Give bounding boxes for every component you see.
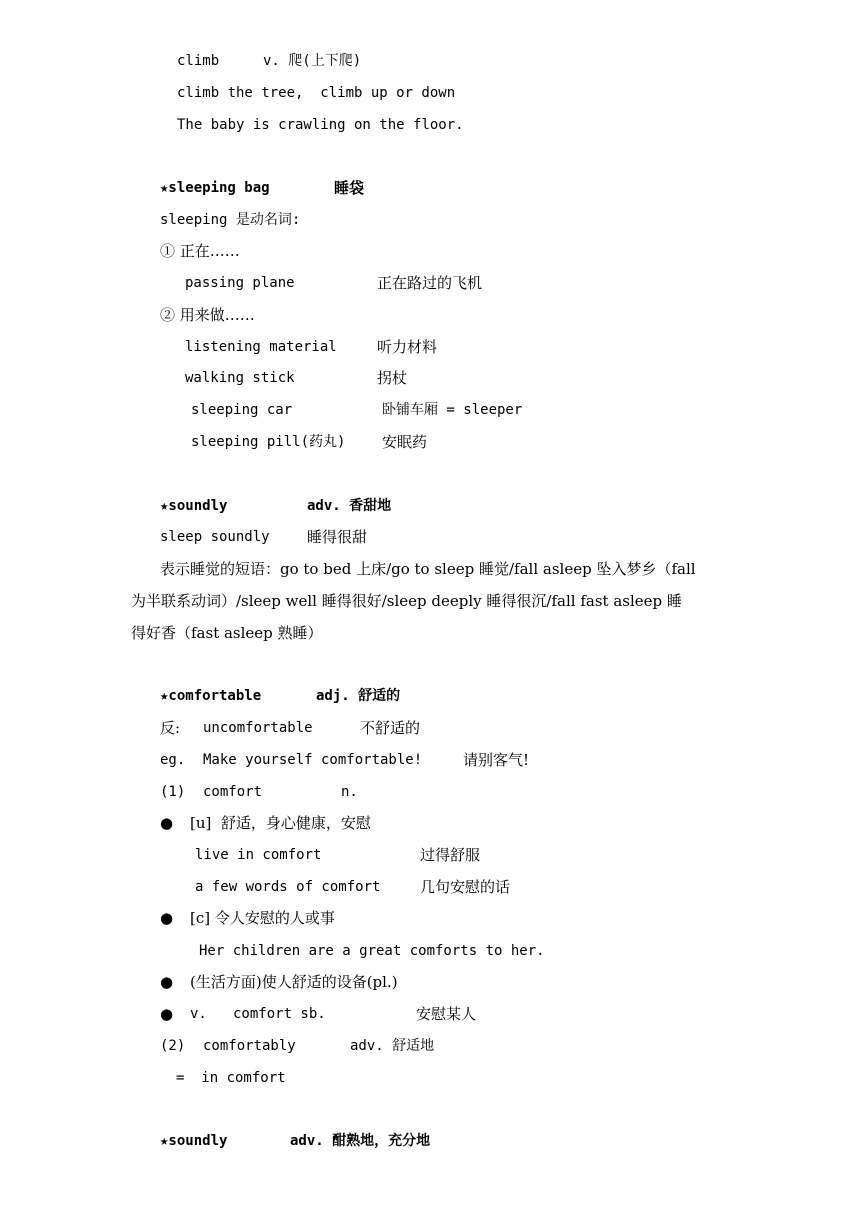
comfort-verb-en: comfort sb. xyxy=(233,1006,326,1022)
comfort-pos: n. xyxy=(341,784,358,800)
comfort-verb-zh: 安慰某人 xyxy=(416,1005,477,1023)
soundly-paragraph-line-3: 得好香（fast asleep 熟睡） xyxy=(131,624,323,642)
antonym-zh: 不舒适的 xyxy=(360,719,421,737)
comfort-word: comfort xyxy=(203,784,263,800)
comfort-sense-1: [u] 舒适，身心健康，安慰 xyxy=(190,814,371,832)
sleeping-bag-ex1-zh: 正在路过的飞机 xyxy=(377,274,483,292)
sleeping-bag-ex2-zh: 听力材料 xyxy=(377,338,438,356)
sleeping-bag-intro: sleeping 是动名词: xyxy=(160,212,301,228)
sleeping-bag-ex5-en: sleeping pill(药丸) xyxy=(191,434,346,450)
example-zh: 请别客气! xyxy=(463,751,530,769)
comfort-sense-1-ex1-en: live in comfort xyxy=(195,847,322,863)
soundly-example-en: sleep soundly xyxy=(160,529,270,545)
soundly2-heading: ★soundly xyxy=(160,1133,228,1149)
comfort-sense-1-ex1-zh: 过得舒服 xyxy=(420,846,481,864)
climb-word: climb xyxy=(177,53,220,69)
soundly-paragraph-line-2: 为半联系动词）/sleep well 睡得很好/sleep deeply 睡得很沉/fall fast asleep 睡 xyxy=(131,592,682,610)
bullet-icon: ● xyxy=(160,1005,174,1023)
example-en: Make yourself comfortable! xyxy=(203,752,423,768)
antonym-word: uncomfortable xyxy=(203,720,313,736)
comfort-sense-2: [c] 令人安慰的人或事 xyxy=(190,909,335,927)
sleeping-bag-ex4-zh: 卧铺车厢 = sleeper xyxy=(382,402,523,418)
comfortably-word: comfortably xyxy=(203,1038,296,1054)
sleeping-bag-ex1-en: passing plane xyxy=(185,275,295,291)
sleeping-bag-definition: 睡袋 xyxy=(334,179,365,197)
sleeping-bag-heading: ★sleeping bag xyxy=(160,180,270,196)
sleeping-bag-ex5-zh: 安眠药 xyxy=(382,433,428,451)
climb-example-2: The baby is crawling on the floor. xyxy=(177,117,464,133)
comfortably-definition: adv. 舒适地 xyxy=(350,1038,435,1054)
soundly2-definition: adv. 酣熟地，充分地 xyxy=(290,1133,431,1149)
sleeping-bag-ex3-en: walking stick xyxy=(185,370,295,386)
sleeping-bag-ex3-zh: 拐杖 xyxy=(377,369,408,387)
comfortable-heading: ★comfortable xyxy=(160,688,262,704)
sleeping-bag-item-2: ② 用来做…… xyxy=(160,306,255,324)
bullet-icon: ● xyxy=(160,814,174,832)
sleeping-bag-item-1: ① 正在…… xyxy=(160,242,240,260)
antonym-label: 反: xyxy=(160,719,181,737)
bullet-icon: ● xyxy=(160,909,174,927)
soundly-heading: ★soundly xyxy=(160,498,228,514)
comfortable-definition: adj. 舒适的 xyxy=(316,688,401,704)
example-label: eg. xyxy=(160,752,186,768)
comfortably-equivalent: = in comfort xyxy=(176,1070,286,1086)
comfort-sense-2-ex: Her children are a great comforts to her. xyxy=(199,943,545,959)
soundly-paragraph-line-1: 表示睡觉的短语：go to bed 上床/go to sleep 睡觉/fall asleep 坠入梦乡（fall xyxy=(160,560,696,578)
comfort-sense-3: (生活方面)使人舒适的设备(pl.) xyxy=(190,973,398,991)
climb-example-1: climb the tree, climb up or down xyxy=(177,85,456,101)
climb-definition: v. 爬(上下爬) xyxy=(263,53,362,69)
soundly-example-zh: 睡得很甜 xyxy=(307,528,368,546)
soundly-definition: adv. 香甜地 xyxy=(307,498,392,514)
comfort-verb-pos: v. xyxy=(190,1006,207,1022)
sleeping-bag-ex2-en: listening material xyxy=(185,339,337,355)
numbered-label-2: (2) xyxy=(160,1038,186,1054)
comfort-sense-1-ex2-en: a few words of comfort xyxy=(195,879,381,895)
bullet-icon: ● xyxy=(160,973,174,991)
numbered-label-1: (1) xyxy=(160,784,186,800)
sleeping-bag-ex4-en: sleeping car xyxy=(191,402,293,418)
comfort-sense-1-ex2-zh: 几句安慰的话 xyxy=(420,878,511,896)
